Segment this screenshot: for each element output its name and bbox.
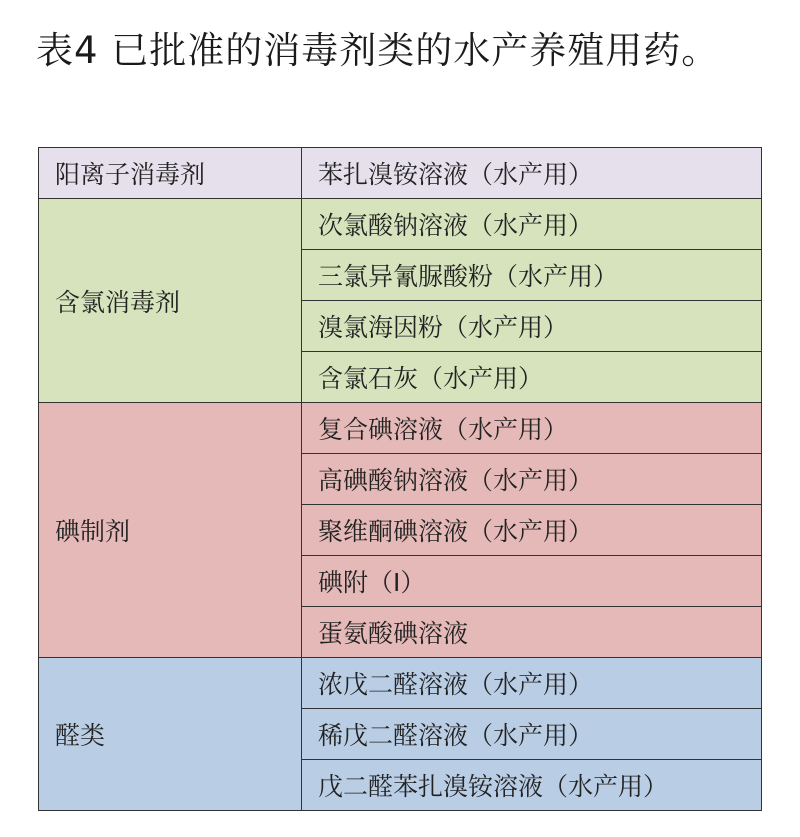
category-cell: 醛类: [39, 658, 302, 811]
table-row: [39, 658, 762, 709]
drug-cell: 稀戊二醛溶液（水产用）: [302, 709, 762, 760]
drug-cell: 碘附（I）: [302, 556, 762, 607]
drug-cell: 含氯石灰（水产用）: [302, 352, 762, 403]
drug-cell: 三氯异氰脲酸粉（水产用）: [302, 250, 762, 301]
drug-cell: 溴氯海因粉（水产用）: [302, 301, 762, 352]
category-cell: 含氯消毒剂: [39, 199, 302, 403]
drug-cell: 苯扎溴铵溶液（水产用）: [302, 148, 762, 199]
drug-cell: 次氯酸钠溶液（水产用）: [302, 199, 762, 250]
drug-cell: 浓戊二醛溶液（水产用）: [302, 658, 762, 709]
table-row: [39, 403, 762, 454]
drug-cell: 聚维酮碘溶液（水产用）: [302, 505, 762, 556]
drug-cell: 戊二醛苯扎溴铵溶液（水产用）: [302, 760, 762, 811]
drug-cell: 高碘酸钠溶液（水产用）: [302, 454, 762, 505]
drug-cell: 复合碘溶液（水产用）: [302, 403, 762, 454]
table-row: [39, 199, 762, 250]
drug-cell: 蛋氨酸碘溶液: [302, 607, 762, 658]
table-row: [39, 148, 762, 199]
category-cell: 阳离子消毒剂: [39, 148, 302, 199]
disinfectant-table: [38, 147, 762, 811]
document-title: 表4 已批准的消毒剂类的水产养殖用药。: [36, 29, 720, 72]
category-cell: 碘制剂: [39, 403, 302, 658]
